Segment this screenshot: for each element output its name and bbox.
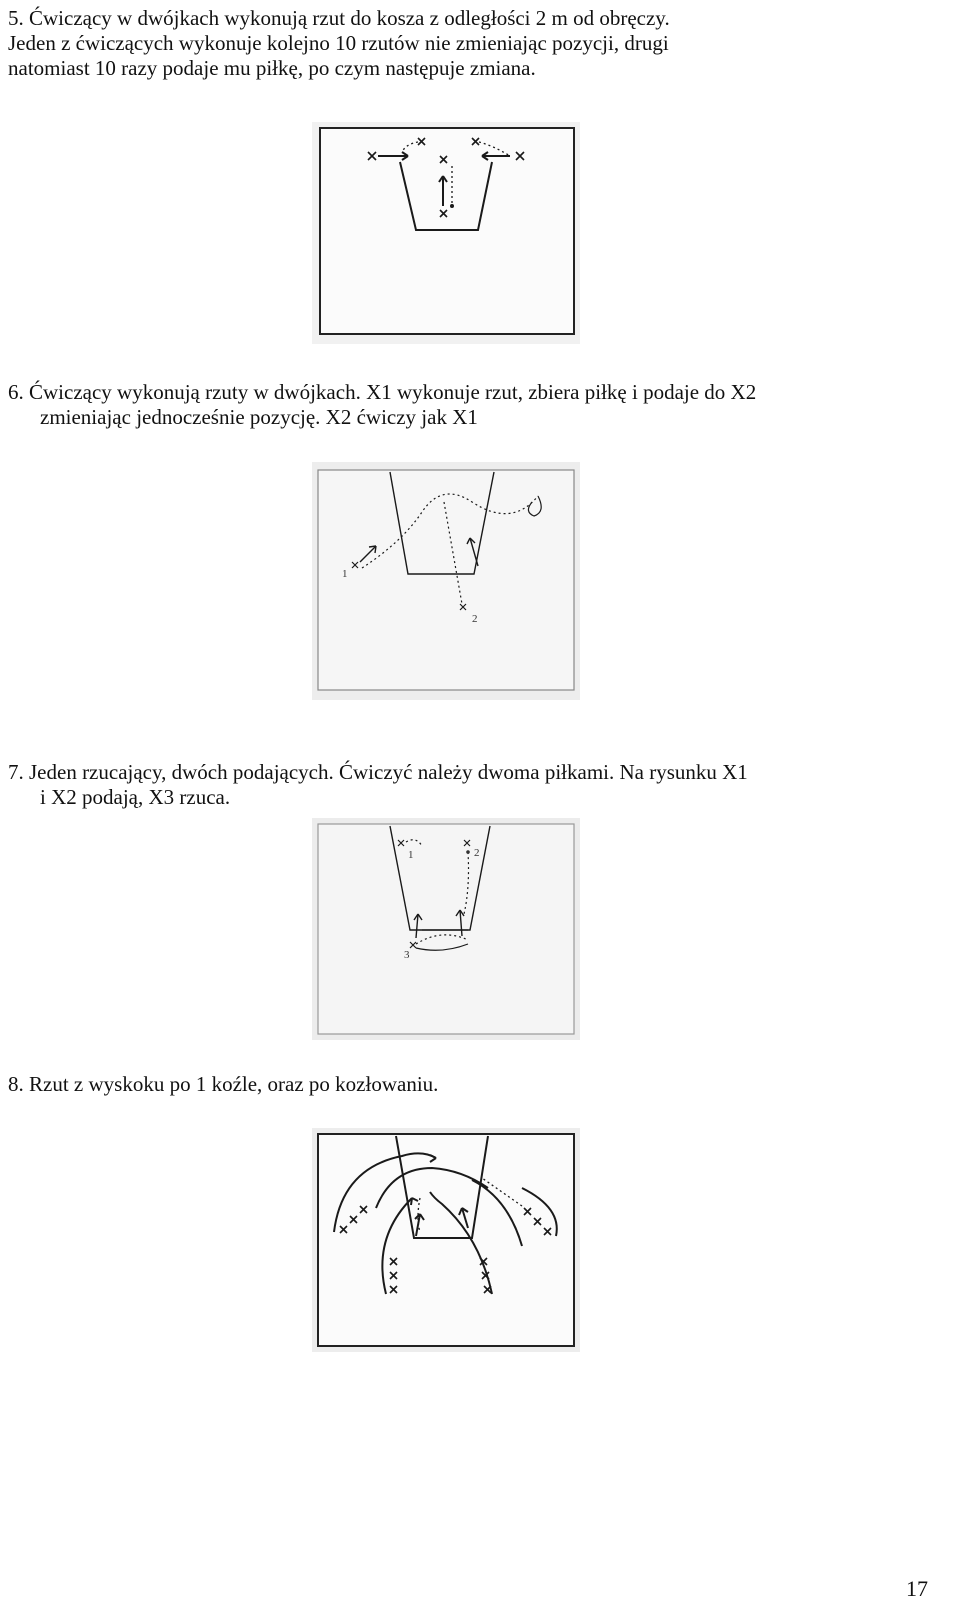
- diagram-6-label-2: 2: [472, 613, 478, 625]
- exercise-6-line-2: zmieniając jednocześnie pozycję. X2 ćwiczy jak X1: [40, 405, 478, 429]
- diagram-6-label-1: 1: [342, 568, 348, 580]
- exercise-7-line-2: i X2 podają, X3 rzuca.: [40, 785, 231, 809]
- exercise-8-text: [8, 1072, 438, 1097]
- diagram-exercise-7: [312, 818, 580, 1040]
- exercise-7-text: [8, 760, 748, 810]
- diagram-7-label-1: 1: [408, 849, 414, 861]
- exercise-5-line-3: natomiast 10 razy podaje mu piłkę, po czym następuje zmiana.: [8, 56, 536, 80]
- exercise-5-text: [8, 6, 670, 81]
- diagram-7-label-3: 3: [404, 949, 410, 961]
- exercise-6-text: [8, 380, 756, 430]
- diagram-exercise-8: [312, 1128, 580, 1352]
- diagram-7-label-2: 2: [474, 847, 480, 859]
- exercise-5-line-1: Ćwiczący w dwójkach wykonują rzut do kosza z odległości 2 m od obręczy.: [29, 6, 670, 30]
- exercise-5-line-2: Jeden z ćwiczących wykonuje kolejno 10 rzutów nie zmieniając pozycji, drugi: [8, 31, 669, 55]
- diagram-exercise-6: [312, 462, 580, 700]
- exercise-7-number: 7.: [8, 760, 24, 784]
- exercise-8-number: 8.: [8, 1072, 24, 1096]
- exercise-6-line-1: Ćwiczący wykonują rzuty w dwójkach. X1 wykonuje rzut, zbiera piłkę i podaje do X2: [29, 380, 757, 404]
- exercise-5-number: 5.: [8, 6, 24, 30]
- exercise-8-line-1: Rzut z wyskoku po 1 koźle, oraz po kozłowaniu.: [29, 1072, 439, 1096]
- diagram-exercise-5: [312, 122, 580, 344]
- exercise-7-line-1: Jeden rzucający, dwóch podających. Ćwiczyć należy dwoma piłkami. Na rysunku X1: [29, 760, 748, 784]
- page-number: 17: [906, 1576, 928, 1601]
- exercise-6-number: 6.: [8, 380, 24, 404]
